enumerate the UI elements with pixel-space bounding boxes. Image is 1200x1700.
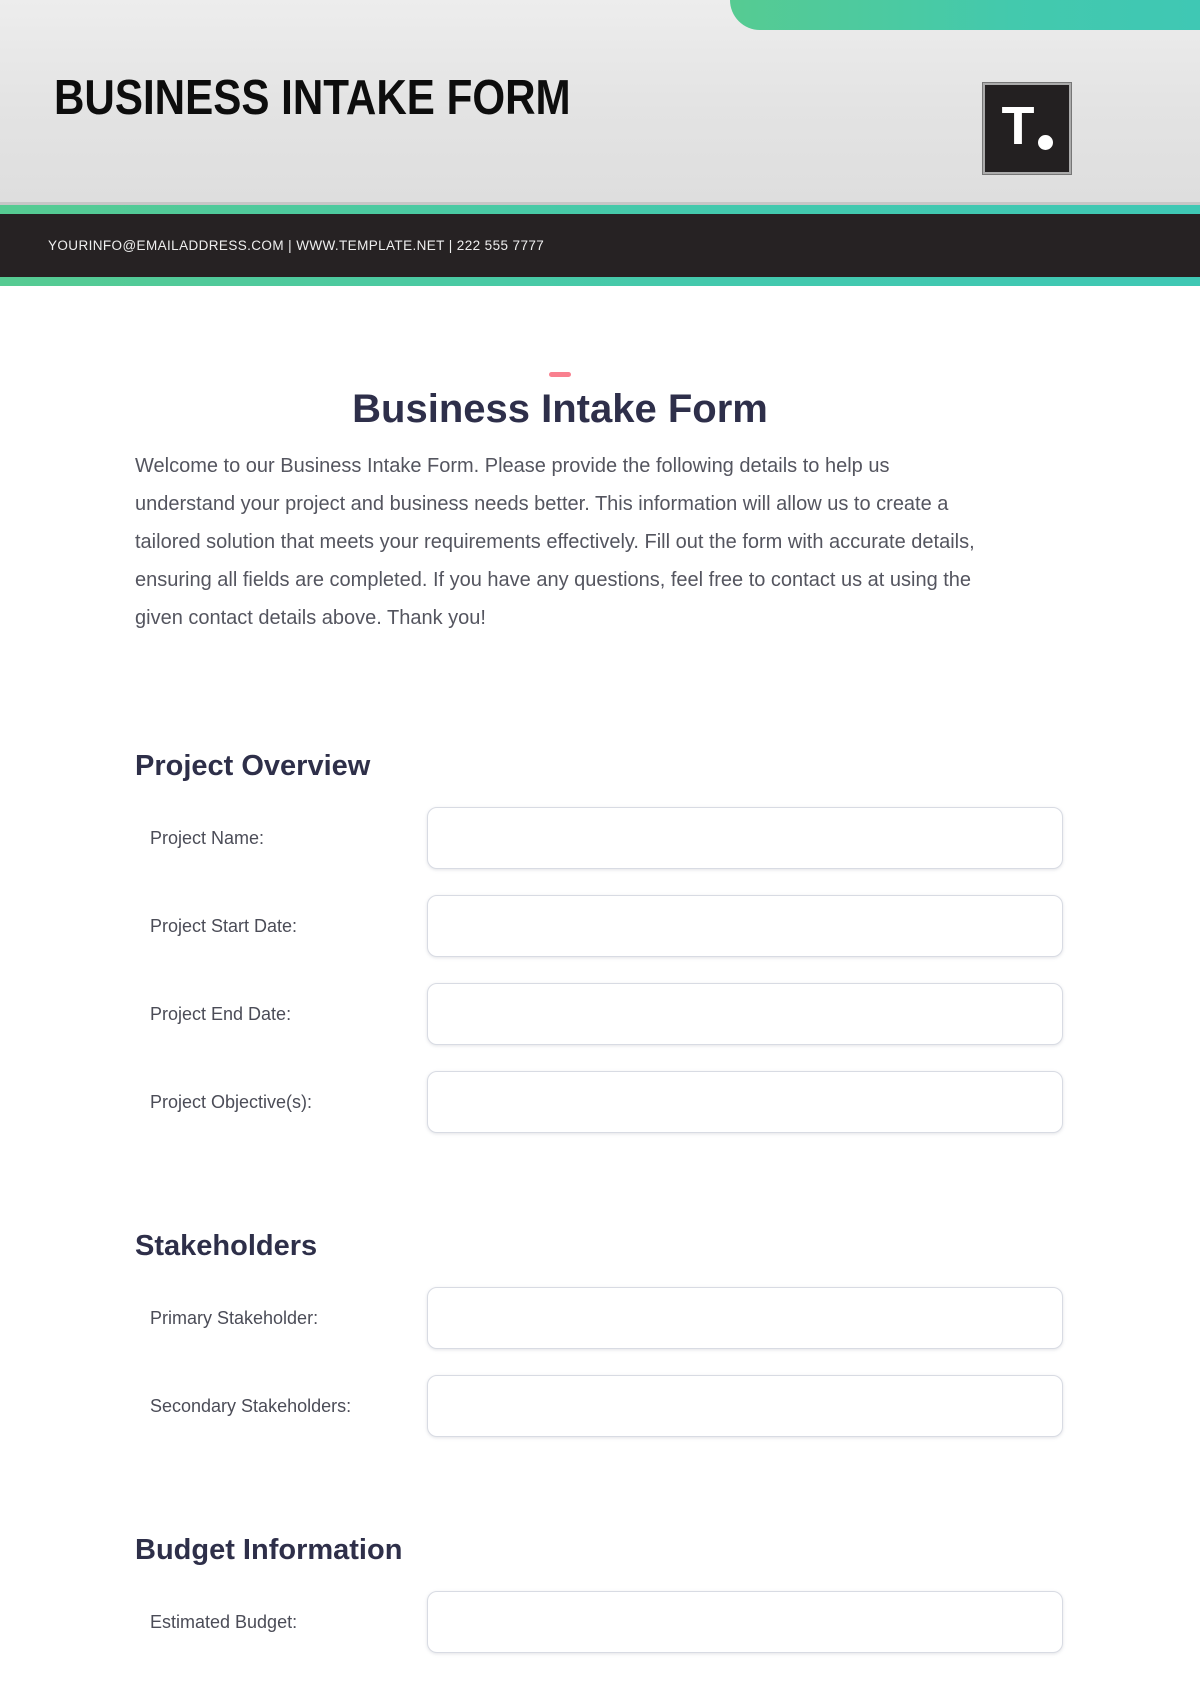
secondary-stakeholders-input[interactable] bbox=[427, 1375, 1063, 1437]
section-heading: Budget Information bbox=[135, 1534, 403, 1566]
header-title: BUSINESS INTAKE FORM bbox=[54, 71, 571, 125]
title-accent-dash bbox=[549, 372, 571, 377]
accent-strip-top bbox=[0, 205, 1200, 214]
field-label: Project Name: bbox=[150, 827, 265, 848]
form-title: Business Intake Form bbox=[352, 387, 768, 431]
section-fields bbox=[135, 1591, 1065, 1653]
project-objective-s-input[interactable] bbox=[427, 1071, 1063, 1133]
primary-stakeholder-input[interactable] bbox=[427, 1287, 1063, 1349]
contact-bar bbox=[0, 214, 1200, 277]
project-end-date-input[interactable] bbox=[427, 983, 1063, 1045]
section-heading: Stakeholders bbox=[135, 1230, 318, 1262]
form-sections bbox=[135, 749, 1065, 1653]
field-label: Estimated Budget: bbox=[150, 1611, 298, 1632]
accent-strip-bottom bbox=[0, 277, 1200, 286]
field-label: Secondary Stakeholders: bbox=[150, 1395, 352, 1416]
field-label: Project End Date: bbox=[150, 1003, 292, 1024]
form-field-row bbox=[135, 1071, 1065, 1133]
form-body bbox=[135, 372, 1065, 1653]
corner-accent-shape bbox=[730, 0, 1200, 30]
field-label: Project Start Date: bbox=[150, 915, 298, 936]
section-fields bbox=[135, 1287, 1065, 1437]
form-section bbox=[135, 1229, 1065, 1437]
form-field-row bbox=[135, 1375, 1065, 1437]
form-field-row bbox=[135, 1591, 1065, 1653]
form-section bbox=[135, 1533, 1065, 1653]
project-name-input[interactable] bbox=[427, 807, 1063, 869]
form-field-row bbox=[135, 807, 1065, 869]
logo-letter: T bbox=[1001, 95, 1035, 156]
field-label: Project Objective(s): bbox=[150, 1091, 313, 1112]
form-field-row bbox=[135, 1287, 1065, 1349]
brand-logo bbox=[983, 83, 1071, 174]
form-intro-block bbox=[135, 372, 985, 637]
section-heading: Project Overview bbox=[135, 750, 371, 782]
contact-info: YOURINFO@EMAILADDRESS.COM | WWW.TEMPLATE.NET | 222 555 7777 bbox=[48, 238, 545, 253]
form-section bbox=[135, 749, 1065, 1133]
page-header bbox=[0, 0, 1200, 205]
form-intro-text: Welcome to our Business Intake Form. Please provide the following details to help us understand your project and business needs better. This information will allow us to create a tailored solution that meets your requirements effectively. Fill out the form with accurate details, ensuring all fields are completed. If you have any questions, feel free to contact us at using the given contact details above. Thank you! bbox=[135, 455, 975, 629]
logo-dot-icon bbox=[1038, 135, 1053, 150]
form-field-row bbox=[135, 895, 1065, 957]
field-label: Primary Stakeholder: bbox=[150, 1307, 319, 1328]
section-fields bbox=[135, 807, 1065, 1133]
project-start-date-input[interactable] bbox=[427, 895, 1063, 957]
form-field-row bbox=[135, 983, 1065, 1045]
estimated-budget-input[interactable] bbox=[427, 1591, 1063, 1653]
